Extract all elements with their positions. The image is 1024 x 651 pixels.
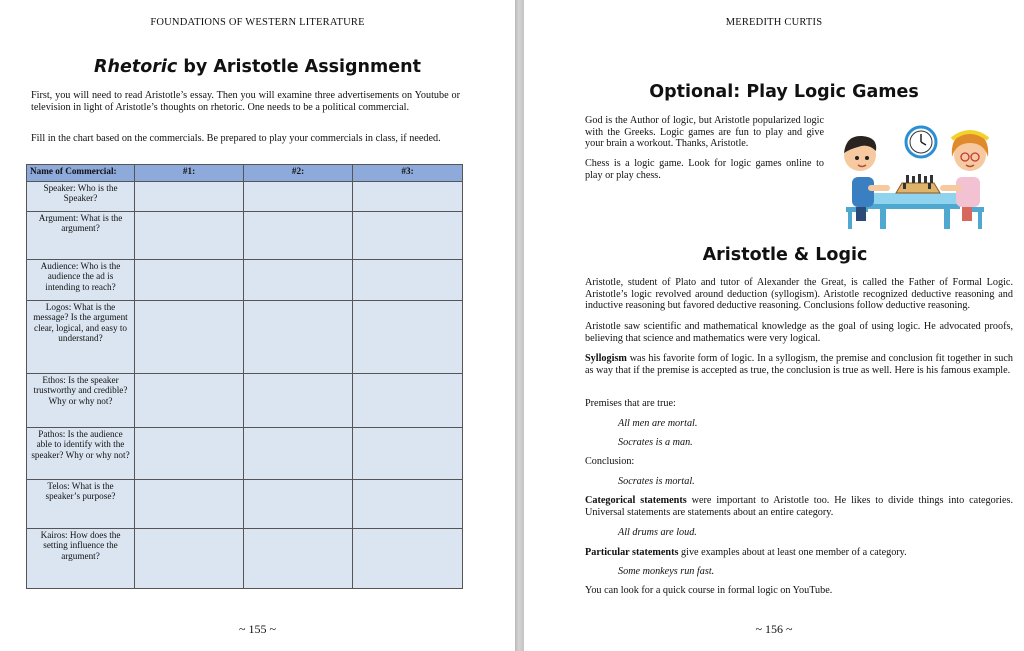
logic-paragraph-1: Aristotle, student of Plato and tutor of Alexander the Great, is called the Father of Formal Logic. Aristotle’s logic revolved around deduction (syllogism). Aristotle recognized deductive reasoning and inductive reasoning but favored deductive reasoning. Conclusions follow deductive reasoning. [585, 277, 1013, 312]
header-name-of-commercial: Name of Commercial: [27, 165, 135, 182]
header-commercial-2: #2: [244, 165, 353, 182]
table-row [27, 428, 463, 480]
table-row [27, 529, 463, 589]
page-number-left: ~ 155 ~ [239, 622, 276, 636]
running-head-right: MEREDITH CURTIS [725, 17, 823, 28]
aristotle-logic-title: Aristotle & Logic [702, 245, 868, 265]
row-label-audience: Audience: Who is the audience the ad is intending to reach? [27, 260, 135, 301]
chess-board-icon [896, 174, 940, 193]
page-number-right: ~ 156 ~ [755, 622, 793, 636]
table-icon [868, 193, 960, 229]
row-label-speaker: Speaker: Who is the Speaker? [27, 182, 135, 212]
logic-paragraph-2: Aristotle saw scientific and mathematical knowledge as the goal of using logic. He advocated proofs, believing that science and mathematics were very logical. [585, 321, 1013, 344]
particular-term: Particular statements [585, 547, 679, 558]
answer-cell[interactable] [244, 480, 353, 529]
row-label-argument: Argument: What is the argument? [27, 212, 135, 260]
answer-cell[interactable] [244, 301, 353, 374]
header-commercial-3: #3: [353, 165, 463, 182]
syllogism-paragraph [585, 353, 1013, 376]
categorical-text: were important to Aristotle too. He likes to divide things into categories. Universal statements are statements about an entire category. [585, 495, 1013, 518]
answer-cell[interactable] [353, 480, 463, 529]
assignment-title [0, 57, 515, 77]
premise-1: All men are mortal. [618, 418, 698, 429]
rhetoric-chart [26, 164, 463, 589]
row-label-telos: Telos: What is the speaker’s purpose? [27, 480, 135, 529]
logic-games-title: Optional: Play Logic Games [649, 82, 919, 102]
answer-cell[interactable] [353, 428, 463, 480]
answer-cell[interactable] [135, 374, 244, 428]
right-page [524, 0, 1024, 651]
table-row [27, 182, 463, 212]
logic-games-paragraph-1: God is the Author of logic, but Aristotle popularized logic with the Greeks. Logic games are fun to play and give your brain a workout. Thanks, Aristotle. [585, 115, 824, 150]
answer-cell[interactable] [353, 182, 463, 212]
answer-cell[interactable] [244, 428, 353, 480]
answer-cell[interactable] [135, 480, 244, 529]
clock-icon [906, 127, 936, 157]
closing-paragraph: You can look for a quick course in formal logic on YouTube. [585, 585, 833, 596]
answer-cell[interactable] [135, 260, 244, 301]
instructions-paragraph: Fill in the chart based on the commercials. Be prepared to play your commercials in class, if needed. [31, 133, 441, 144]
row-label-kairos: Kairos: How does the setting influence the argument? [27, 529, 135, 589]
answer-cell[interactable] [244, 260, 353, 301]
answer-cell[interactable] [353, 529, 463, 589]
row-label-ethos: Ethos: Is the speaker trustworthy and credible? Why or why not? [27, 374, 135, 428]
table-row [27, 260, 463, 301]
header-commercial-1: #1: [135, 165, 244, 182]
conclusion: Socrates is mortal. [618, 476, 695, 487]
answer-cell[interactable] [353, 212, 463, 260]
answer-cell[interactable] [135, 529, 244, 589]
categorical-term: Categorical statements [585, 495, 687, 506]
syllogism-text: was his favorite form of logic. In a syllogism, the premise and conclusion fit together in such as way that if the premise is accepted as true, the conclusion is true as well. Here is his famous example. [585, 353, 1013, 376]
answer-cell[interactable] [135, 212, 244, 260]
conclusion-label: Conclusion: [585, 456, 635, 467]
book-gutter [515, 0, 524, 651]
table-row [27, 212, 463, 260]
answer-cell[interactable] [135, 182, 244, 212]
particular-paragraph [585, 547, 1013, 559]
particular-text: give examples about at least one member of a category. [678, 547, 907, 558]
table-row [27, 480, 463, 529]
answer-cell[interactable] [244, 212, 353, 260]
premise-2: Socrates is a man. [618, 437, 693, 448]
example-universal: All drums are loud. [618, 527, 697, 538]
answer-cell[interactable] [135, 428, 244, 480]
assignment-title-rest: by Aristotle Assignment [177, 57, 421, 77]
answer-cell[interactable] [135, 301, 244, 374]
row-label-pathos: Pathos: Is the audience able to identify with the speaker? Why or why not? [27, 428, 135, 480]
premises-label: Premises that are true: [585, 398, 676, 409]
running-head-left: FOUNDATIONS OF WESTERN LITERATURE [150, 17, 365, 28]
categorical-paragraph [585, 495, 1013, 518]
answer-cell[interactable] [353, 260, 463, 301]
kids-playing-chess-icon [828, 121, 1000, 233]
answer-cell[interactable] [244, 182, 353, 212]
assignment-title-italic: Rhetoric [94, 57, 178, 77]
answer-cell[interactable] [353, 374, 463, 428]
intro-paragraph: First, you will need to read Aristotle’s essay. Then you will examine three advertisements on Youtube or television in light of Aristotle’s thoughts on rhetoric. One needs to be a political commercial. [31, 90, 460, 113]
table-row [27, 374, 463, 428]
table-row [27, 301, 463, 374]
table-header-row [27, 165, 463, 182]
answer-cell[interactable] [244, 374, 353, 428]
row-label-logos: Logos: What is the message? Is the argument clear, logical, and easy to understand? [27, 301, 135, 374]
syllogism-term: Syllogism [585, 353, 627, 364]
example-particular: Some monkeys run fast. [618, 566, 715, 577]
logic-games-paragraph-2: Chess is a logic game. Look for logic games online to play or play chess. [585, 158, 824, 181]
answer-cell[interactable] [353, 301, 463, 374]
answer-cell[interactable] [244, 529, 353, 589]
